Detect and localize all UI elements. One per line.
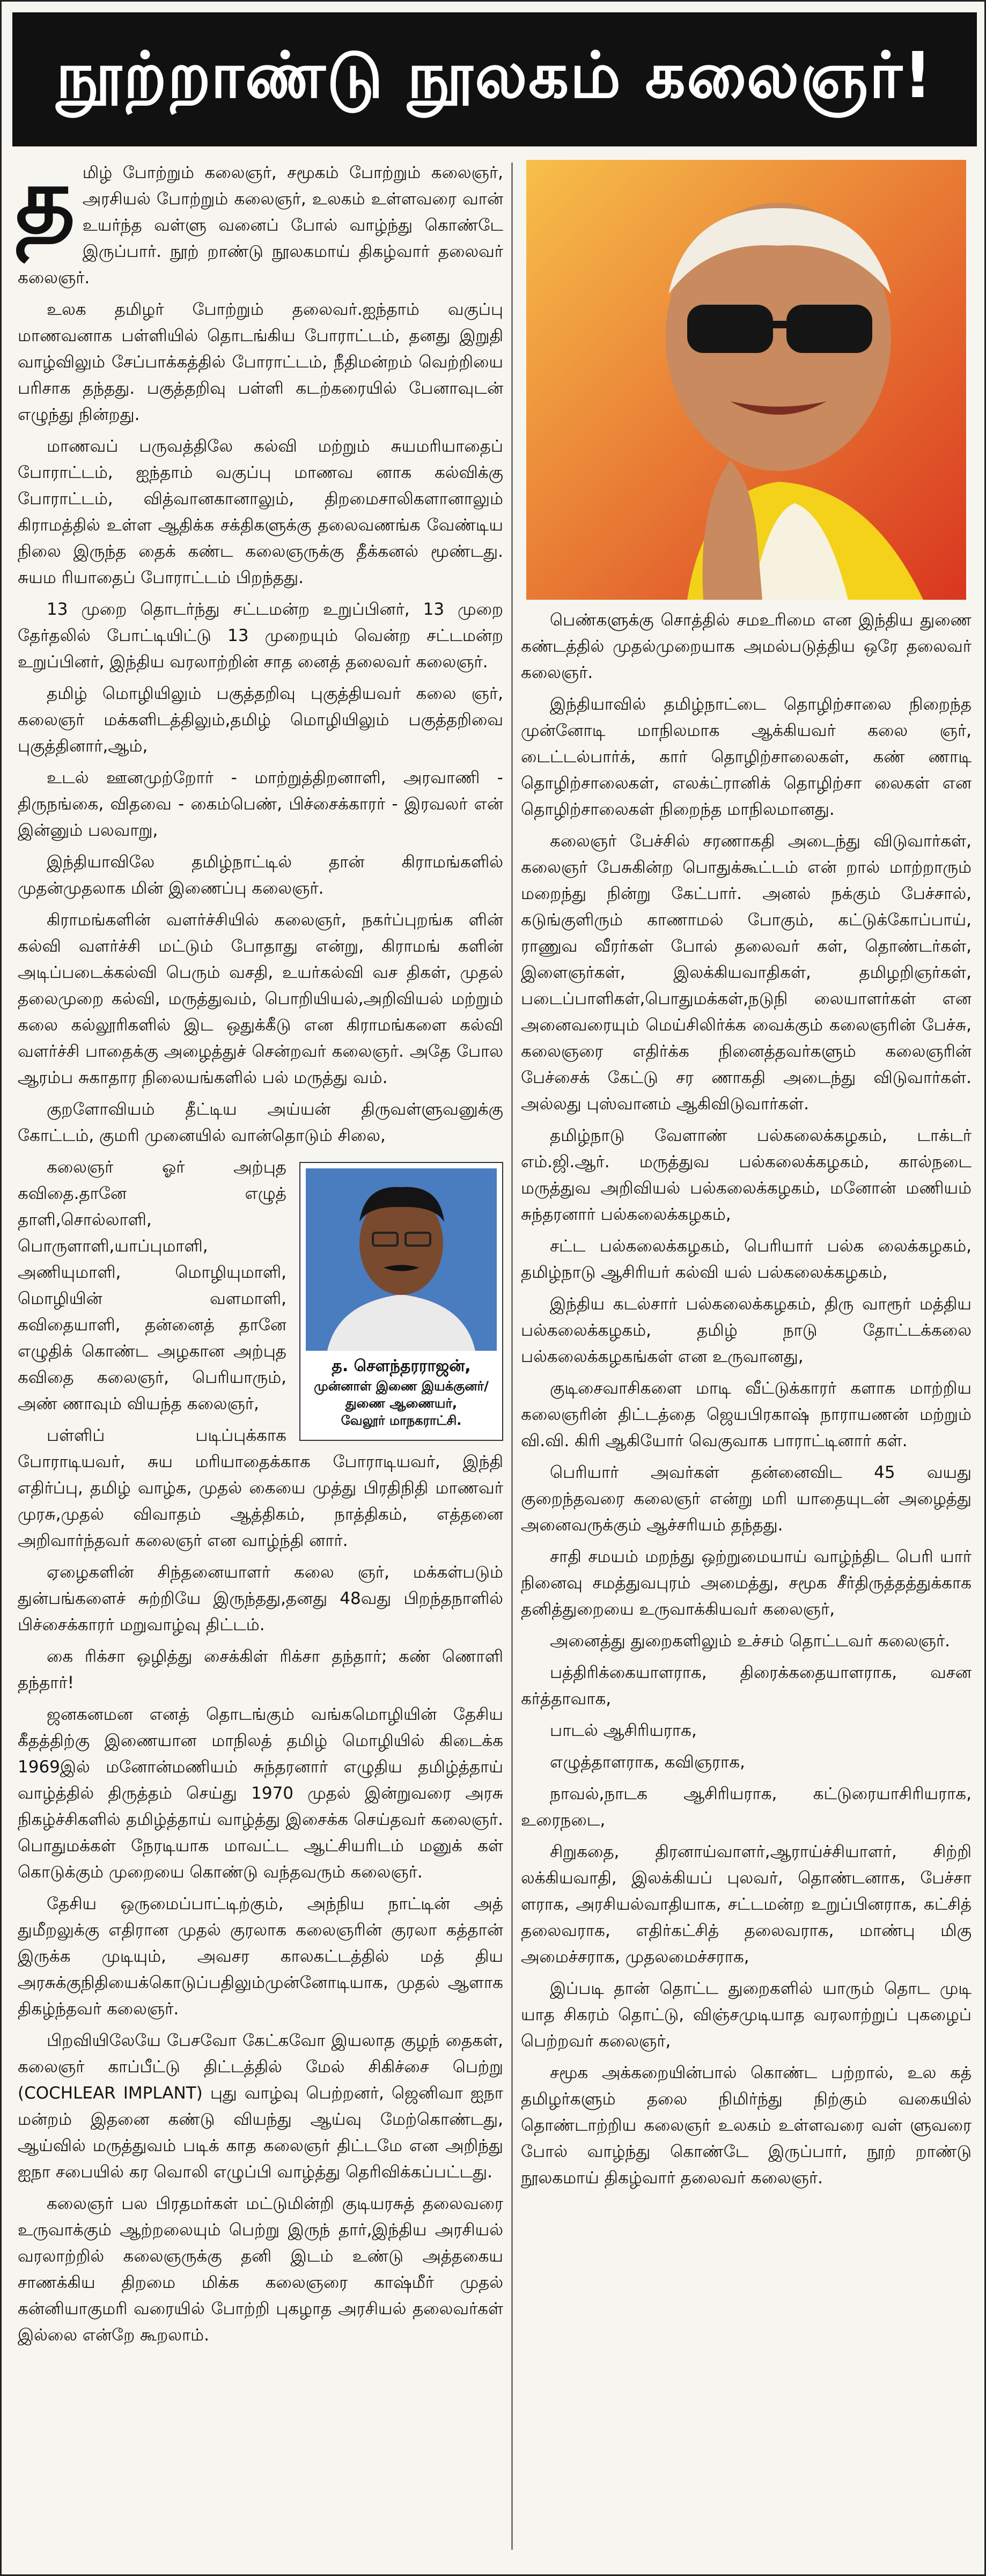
right-paragraph-14: சிறுகதை, திரனாய்வாளர்,ஆராய்ச்சியாளர், சிற்றி லக்கியவாதி, இலக்கியப் புலவர், தொண்டனாக, பேச்சா ளராக, அரசியல்வாதியாக, சட்டமன்ற உறுப்பினராக, கட்சித் தலைவராக, எதிர்கட்சித் தலைவராக, மாண்பு மிகு அமைச்சராக, முதலமைச்சராக, (521, 1842, 972, 1967)
article-paragraph-7: கிராமங்களின் வளர்ச்சியில் கலைஞர், நகர்ப்புறங்க ளின் கல்வி வளர்ச்சி மட்டும் போதாது என்று, கிராமங் களின் அடிப்படைக்கல்வி பெரும் வசதி, உயர்கல்வி வச திகள், முதல் தலைமுறை கல்வி, மருத்துவம், பொறியியல்,அறிவியல் மற்றும் கலை கல்லூரிகளில் இட ஒதுக்கீடு என கிராமங்களை கல்வி வளர்ச்சி பாதைக்கு அழைத்துச் சென்றவர் கலைஞர். அதே போல ஆரம்ப சுகாதார நிலையங்களில் பல் மருத்து வம். (18, 910, 503, 1087)
author-organization: வேலூர் மாநகராட்சி. (341, 1413, 462, 1428)
right-paragraph-3: தமிழ்நாடு வேளாண் பல்கலைக்கழகம், டாக்டர் எம்.ஜி.ஆர். மருத்துவ பல்கலைக்கழகம், கால்நடை மருத்துவ அறிவியல் பல்கலைக்கழகம், மனோன் மணியம் சுந்தரனார் பல்கலைக்கழகம், (521, 1126, 972, 1224)
right-paragraph-2: கலைஞர் பேச்சில் சரணாகதி அடைந்து விடுவார்கள், கலைஞர் பேசுகின்ற பொதுக்கூட்டம் என் றால் மாற்றாரும் மறைந்து நின்று கேட்பார். அனல் நக்கும் பேச்சால், கடுங்குளிரும் காணாமல் போகும், கட்டுக்கோப்பாய், ராணுவ வீரர்கள் போல் தலைவர் கள், தொண்டர்கள், இளைஞர்கள், இலக்கியவாதிகள், தமிழறிஞர்கள், படைப்பாளிகள்,பொதுமக்கள்,நடுநி லையாளர்கள் என அனைவரையும் மெய்சிலிர்க்க வைக்கும் கலைஞரின் பேச்சு, கலைஞரை எதிர்க்க நினைத்தவர்களும் கலைஞரின் பேச்சைக் கேட்டு சர ணாகதி அடைந்து விடுவார்கள். அல்லது புஸ்வானம் ஆகிவிடுவார்கள். (521, 831, 972, 1114)
article-paragraph-13: ஜனகனமன எனத் தொடங்கும் வங்கமொழியின் தேசிய கீதத்திற்கு இணையான மாநிலத் தமிழ் மொழியில் கிடைக்க 1969இல் மனோன்மணியம் சுந்தரனார் எழுதிய தமிழ்த்தாய் வாழ்த்தில் திருத்தம் செய்து 1970 முதல் இன்றுவரை அரசு நிகழ்ச்சிகளில் தமிழ்த்தாய் வாழ்த்து இசைக்க செய்தவர் கலைஞர். பொதுமக்கள் நேரடியாக மாவட்ட ஆட்சியரிடம் மனுக் கள் கொடுக்கும் முறையை கொண்டு வந்தவரும் கலைஞர். (18, 1705, 503, 1882)
right-paragraph-15: இப்படி தான் தொட்ட துறைகளில் யாரும் தொட முடி யாத சிகரம் தொட்டு, விஞ்சமுடியாத வரலாற்றுப் புகழைப் பெற்றவர் கலைஞர், (521, 1979, 972, 2051)
right-paragraph-13: நாவல்,நாடக ஆசிரியராக, கட்டுரையாசிரியராக, உரைநடை, (521, 1784, 972, 1830)
article-paragraph-9: கலைஞர் ஓர் அற்புத கவிதை.தானே எழுத் தாளி,சொல்லாளி, பொருளாளி,யாப்புமாளி, அணியுமாளி, மொழியுமாளி, மொழியின் வளமாளி, கவிதையாளி, தன்னைத் தானே எழுதிக் கொண்ட அழகான அற்புத கவிதை கலைஞர், பெரியாரும், அண் ணாவும் வியந்த கலைஞர், (18, 1158, 286, 1414)
paragraph-text: மிழ் போற்றும் கலைஞர், சமூகம் போற்றும் கலைஞர், அரசியல் போற்றும் கலைஞர், உலகம் உள்ளவரை வான் உயர்ந்த வள்ளு வனைப் போல் வாழ்ந்து கொண்டே இருப்பார். நூற் றாண்டு நூலகமாய் திகழ்வார் தலைவர் கலைஞர். (18, 163, 503, 288)
right-column (521, 160, 972, 2197)
author-name: த. சௌந்தரராஜன், (332, 1357, 471, 1375)
article-paragraph-0 (16, 146, 503, 291)
article-paragraph-15: பிறவியிலேயே பேசவோ கேட்கவோ இயலாத குழந் தைகள், கலைஞர் காப்பீட்டு திட்டத்தில் மேல் சிகிச்சை பெற்று (COCHLEAR IMPLANT) புது வாழ்வு பெற்றனர், ஜெனிவா ஐநா மன்றம் இதனை கண்டு வியந்து ஆய்வு மேற்கொண்டது, ஆய்வில் மருத்துவம் படிக் காத கலைஞர் திட்டமே என அறிந்து ஐநா சபையில் கர வொலி எழுப்பி வாழ்த்து தெரிவிக்கப்பட்டது. (18, 2031, 503, 2182)
article-paragraph-1: உலக தமிழர் போற்றும் தலைவர்.ஐந்தாம் வகுப்பு மாணவனாக பள்ளியில் தொடங்கிய போராட்டம், தனது இறுதி வாழ்விலும் சேப்பாக்கத்தில் போராட்டம், நீதிமன்றம் வெற்றியை பரிசாக தந்தது. பகுத்தறிவு பள்ளி கடற்கரையில் பேனாவுடன் எழுந்து நின்றது. (18, 300, 503, 424)
right-paragraph-16: சமூக அக்கறையின்பால் கொண்ட பற்றால், உல கத் தமிழர்களும் தலை நிமிர்ந்து நிற்கும் வகையில் தொண்டாற்றிய கலைஞர் உலகம் உள்ளவரை வள் ளுவரை போல் வாழ்ந்து கொண்டே இருப்பார், நூற் றாண்டு நூலகமாய் திகழ்வார் தலைவர் கலைஞர். (521, 2063, 972, 2188)
article-paragraph-11: ஏழைகளின் சிந்தனையாளர் கலை ஞர், மக்கள்படும் துன்பங்களைச் சுற்றியே இருந்தது,தனது 48வது பிறந்தநாளில் பிச்சைக்காரர் மறுவாழ்வு திட்டம். (18, 1563, 503, 1635)
author-role: முன்னாள் இணை இயக்குனர்/ துணை ஆணையர், (314, 1379, 489, 1411)
article-paragraph-14: தேசிய ஒருமைப்பாட்டிற்கும், அந்நிய நாட்டின் அத் துமீறலுக்கு எதிரான முதல் குரலாக கலைஞரின் குரலா கத்தான் இருக்க முடியும், அவசர காலகட்டத்தில் மத் திய அரசுக்குநிதியைக்கொடுப்பதிலும்முன்னோடியாக, முதல் ஆளாக திகழ்ந்தவர் கலைஞர். (18, 1894, 503, 2019)
right-paragraph-6: குடிசைவாசிகளை மாடி வீட்டுக்காரர் களாக மாற்றிய கலைஞரின் திட்டத்தை ஜெயபிரகாஷ் நாராயணன் மற்றும் வி.வி. கிரி ஆகியோர் வெகுவாக பாராட்டினார் கள். (521, 1379, 972, 1451)
article-paragraph-4: தமிழ் மொழியிலும் பகுத்தறிவு புகுத்தியவர் கலை ஞர், கலைஞர் மக்களிடத்திலும்,தமிழ் மொழியிலும் பகுத்தறிவை புகுத்தினார்,ஆம், (18, 684, 503, 756)
right-paragraph-4: சட்ட பல்கலைக்கழகம், பெரியார் பல்க லைக்கழகம், தமிழ்நாடு ஆசிரியர் கல்வி யல் பல்கலைக்கழகம், (521, 1237, 972, 1282)
right-paragraph-12: எழுத்தாளராக, கவிஞராக, (550, 1753, 745, 1772)
article-paragraph-6: இந்தியாவிலே தமிழ்நாட்டில் தான் கிராமங்களில் முதன்முதலாக மின் இணைப்பு கலைஞர். (18, 852, 503, 898)
headline: நூற்றாண்டு நூலகம் கலைஞர்! (12, 12, 977, 146)
right-paragraph-8: சாதி சமயம் மறந்து ஒற்றுமையாய் வாழ்ந்திட பெரி யார் நினைவு சமத்துவபுரம் அமைத்து, சமூக சீர்திருத்தத்துக்காக தனித்துறையை உருவாக்கியவர் கலைஞர், (521, 1547, 972, 1619)
author-box (299, 1162, 503, 1441)
leader-portrait-illustration (526, 160, 966, 600)
article-paragraph-16: கலைஞர் பல பிரதமர்கள் மட்டுமின்றி குடியரசுத் தலைவரை உருவாக்கும் ஆற்றலையும் பெற்று இருந் தார்,இந்திய அரசியல் வரலாற்றில் கலைஞருக்கு தனி இடம் உண்டு அத்தகைய சாணக்கிய திறமை மிக்க கலைஞரை காஷ்மீர் முதல் கன்னியாகுமரி வரையில் போற்றி புகழாத அரசியல் தலைவர்கள் இல்லை என்றே கூறலாம். (18, 2194, 503, 2345)
right-paragraph-11: பாடல் ஆசிரியராக, (550, 1721, 697, 1740)
right-paragraph-0: பெண்களுக்கு சொத்தில் சமஉரிமை என இந்திய துணை கண்டத்தில் முதல்முறையாக அமல்படுத்திய ஒரே தலைவர் கலைஞர். (521, 610, 972, 682)
column-divider (511, 163, 513, 2550)
article-paragraph-12: கை ரிக்சா ஒழித்து சைக்கிள் ரிக்சா தந்தார்; கண் ணொளி தந்தார்! (18, 1647, 503, 1692)
article-paragraph-8: குறளோவியம் தீட்டிய அய்யன் திருவள்ளுவனுக்கு கோட்டம், குமரி முனையில் வான்தொடும் சிலை, (18, 1100, 503, 1145)
article-paragraph-3: 13 முறை தொடர்ந்து சட்டமன்ற உறுப்பினர், 13 முறை தேர்தலில் போட்டியிட்டு 13 முறையும் வென்ற சட்டமன்ற உறுப்பினர், இந்திய வரலாற்றின் சாத னைத் தலைவர் கலைஞர். (18, 600, 503, 672)
left-column (16, 146, 503, 2354)
dropcap: த (16, 146, 75, 254)
right-paragraph-7: பெரியார் அவர்கள் தன்னைவிட 45 வயது குறைந்தவரை கலைஞர் என்று மரி யாதையுடன் அழைத்து அனைவருக்கும் ஆச்சரியம் தந்தது. (521, 1463, 972, 1535)
author-photo-illustration (306, 1168, 497, 1351)
author-photo (306, 1168, 497, 1351)
article-paragraph-10: பள்ளிப் படிப்புக்காக போராடியவர், சுய மரியாதைக்காக போராடியவர், இந்தி எதிர்ப்பு, தமிழ் வாழ்க, முதல் கையை முத்து பிரதிநிதி மாணவர் முரசு,முதல் விவாதம் ஆத்திகம், நாத்திகம், எத்தனை அறிவார்ந்தவர் கலைஞர் என வாழ்ந்தி னார். (18, 1426, 503, 1550)
article-paragraph-5: உடல் ஊனமுற்றோர் - மாற்றுத்திறனாளி, அரவாணி - திருநங்கை, விதவை - கைம்பெண், பிச்சைக்காரர் - இரவலர் என் இன்னும் பலவாறு, (18, 768, 503, 840)
article-paragraph-2: மாணவப் பருவத்திலே கல்வி மற்றும் சுயமரியாதைப் போராட்டம், ஐந்தாம் வகுப்பு மாணவ னாக கல்விக்கு போராட்டம், வித்வானகானாலும், திறமைசாலிகளானாலும் கிராமத்தில் உள்ள ஆதிக்க சக்திகளுக்கு தலைவணங்க வேண்டிய நிலை இருந்த தைக் கண்ட கலைஞருக்கு தீக்கனல் மூண்டது. சுயம ரியாதைப் போராட்டம் பிறந்தது. (18, 437, 503, 587)
right-paragraph-10: பத்திரிக்கையாளராக, திரைக்கதையாளராக, வசன கர்த்தாவாக, (521, 1663, 972, 1709)
leader-portrait (526, 160, 966, 600)
right-paragraph-9: அனைத்து துறைகளிலும் உச்சம் தொட்டவர் கலைஞர். (550, 1631, 951, 1651)
right-paragraph-1: இந்தியாவில் தமிழ்நாட்டை தொழிற்சாலை நிறைந்த முன்னோடி மாநிலமாக ஆக்கியவர் கலை ஞர், டைட்டல்பார்க், கார் தொழிற்சாலைகள், கண் ணாடி தொழிற்சாலைகள், எலக்ட்ரானிக் தொழிற்சா லைகள் என தொழிற்சாலைகள் நிறைந்த மாநிலமானது. (521, 695, 972, 819)
right-paragraph-5: இந்திய கடல்சார் பல்கலைக்கழகம், திரு வாரூர் மத்திய பல்கலைக்கழகம், தமிழ் நாடு தோட்டக்கலை பல்கலைக்கழகங்கள் என உருவானது, (521, 1294, 972, 1366)
